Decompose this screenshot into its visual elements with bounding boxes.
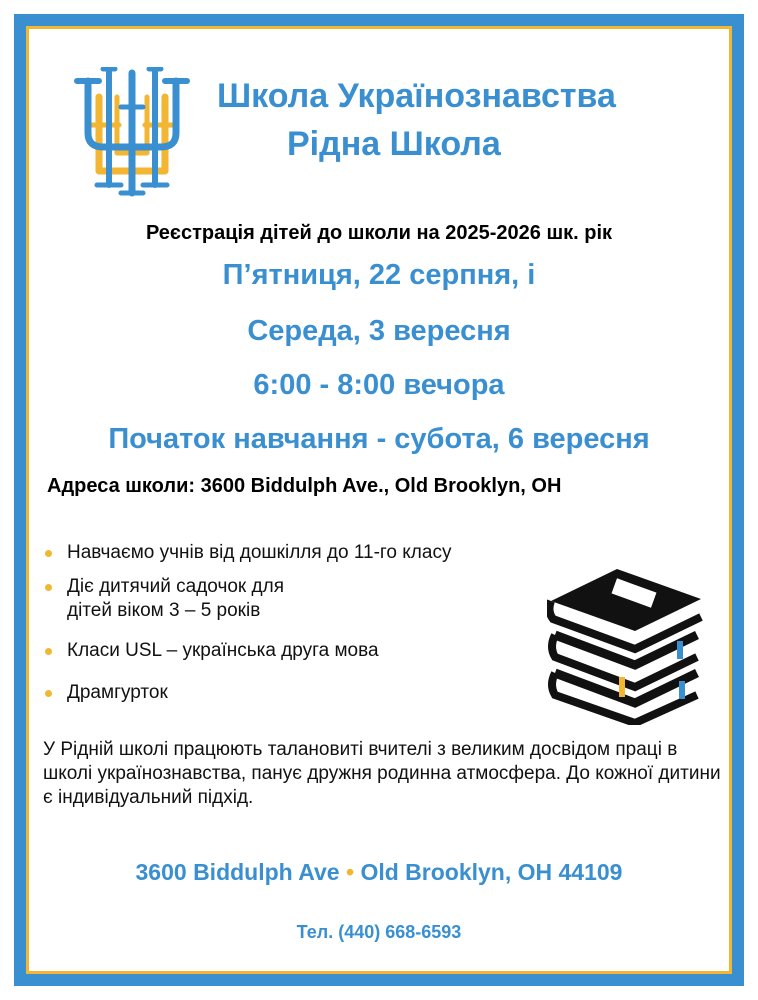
- bullet-dot-icon: [45, 584, 52, 591]
- flyer-content: [29, 29, 729, 971]
- list-item: [43, 639, 563, 663]
- list-item-text: Драмгурток: [67, 682, 168, 703]
- bullet-dot-icon: [45, 690, 52, 697]
- school-description: У Рідній школі працюють талановиті вчителі з великим досвідом праці в школі українознавства, панує дружня родинна атмосфера. До кожної дитини є індивідуальний підхід.: [43, 739, 721, 808]
- book-stack-icon: [547, 565, 705, 725]
- registration-date-2: Середа, 3 вересня: [247, 315, 511, 347]
- school-subtitle: Рідна Школа: [287, 125, 501, 163]
- school-start-date: Початок навчання - субота, 6 вересня: [108, 423, 650, 455]
- footer-city: Old Brooklyn, OH 44109: [360, 859, 623, 885]
- features-list: [43, 541, 563, 705]
- list-item-text: Класи USL – українська друга мова: [67, 640, 379, 661]
- registration-time: 6:00 - 8:00 вечора: [253, 369, 505, 401]
- list-item: [43, 681, 563, 705]
- bullet-dot-icon: [45, 550, 52, 557]
- footer-address: [29, 859, 729, 886]
- list-item: [43, 575, 327, 623]
- school-name: Школа Українознавства: [217, 77, 616, 115]
- footer-phone: Тел. (440) 668-6593: [296, 922, 462, 942]
- footer-street: 3600 Biddulph Ave: [135, 859, 340, 885]
- footer-separator: •: [345, 859, 355, 885]
- list-item-text: Діє дитячий садочок для дітей віком 3 – 5 років: [67, 576, 284, 621]
- school-monogram-logo-icon: [69, 67, 195, 199]
- list-item-text: Навчаємо учнів від дошкілля до 11-го класу: [67, 542, 452, 563]
- gold-border: [26, 26, 732, 974]
- bullet-dot-icon: [45, 648, 52, 655]
- list-item: [43, 541, 567, 565]
- registration-heading: Реєстрація дітей до школи на 2025-2026 шк. рік: [145, 222, 613, 244]
- school-address: Адреса школи: 3600 Biddulph Ave., Old Brooklyn, OH: [47, 475, 562, 497]
- registration-date-1: П’ятниця, 22 серпня, і: [222, 259, 536, 291]
- outer-border: [14, 14, 744, 986]
